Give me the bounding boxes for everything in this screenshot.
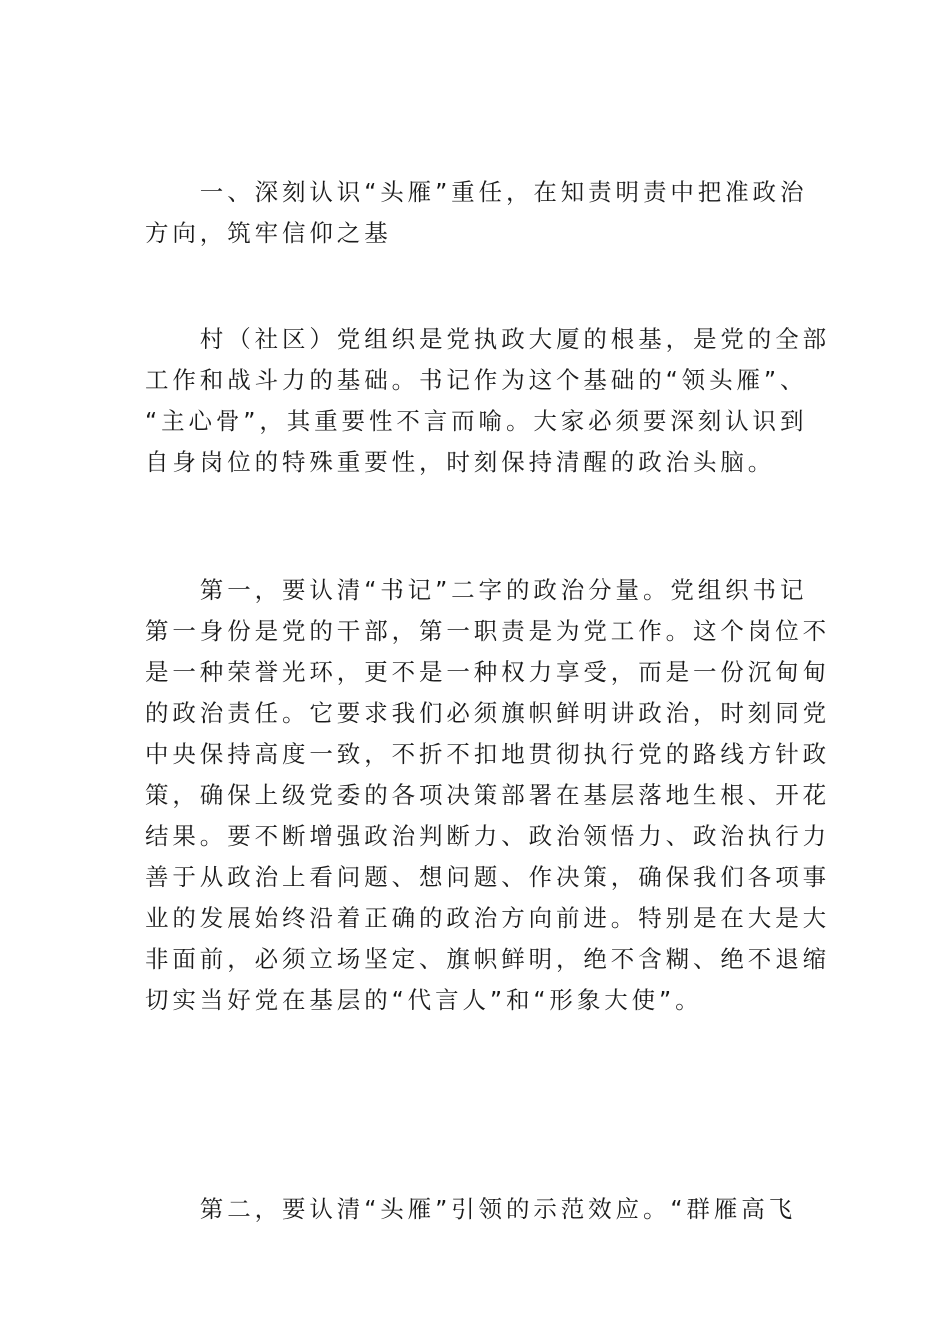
- text-line: 策，确保上级党委的各项决策部署在基层落地生根、开花: [145, 781, 830, 809]
- text-line: 工作和战斗力的基础。书记作为这个基础的“领头雁”、: [145, 366, 808, 394]
- text-line: 第二，要认清“头雁”引领的示范效应。“群雁高飞: [145, 1195, 797, 1223]
- text-line: 非面前，必须立场坚定、旗帜鲜明，绝不含糊、绝不退缩: [145, 945, 830, 973]
- text-line: 村（社区）党组织是党执政大厦的根基，是党的全部: [145, 325, 830, 353]
- section-heading: [145, 172, 808, 254]
- paragraph-second-point: [145, 1189, 805, 1230]
- text-line: 善于从政治上看问题、想问题、作决策，确保我们各项事: [145, 863, 830, 891]
- paragraph-first-point: [145, 570, 830, 1021]
- text-line: 是一种荣誉光环，更不是一种权力享受，而是一份沉甸甸: [145, 658, 830, 686]
- text-line: 自身岗位的特殊重要性，时刻保持清醒的政治头脑。: [145, 448, 776, 476]
- heading-line: 方向，筑牢信仰之基: [145, 219, 392, 247]
- text-line: 第一身份是党的干部，第一职责是为党工作。这个岗位不: [145, 617, 830, 645]
- paragraph-intro: [145, 319, 830, 483]
- text-line: 中央保持高度一致，不折不扣地贯彻执行党的路线方针政: [145, 740, 830, 768]
- text-line: 的政治责任。它要求我们必须旗帜鲜明讲政治，时刻同党: [145, 699, 830, 727]
- text-line: 业的发展始终沿着正确的政治方向前进。特别是在大是大: [145, 904, 830, 932]
- heading-line: 一、深刻认识“头雁”重任，在知责明责中把准政治: [145, 178, 808, 206]
- text-line: 切实当好党在基层的“代言人”和“形象大使”。: [145, 986, 703, 1014]
- text-line: “主心骨”，其重要性不言而喻。大家必须要深刻认识到: [145, 407, 808, 435]
- text-line: 结果。要不断增强政治判断力、政治领悟力、政治执行力: [145, 822, 830, 850]
- text-line: 第一，要认清“书记”二字的政治分量。党组织书记: [145, 576, 808, 604]
